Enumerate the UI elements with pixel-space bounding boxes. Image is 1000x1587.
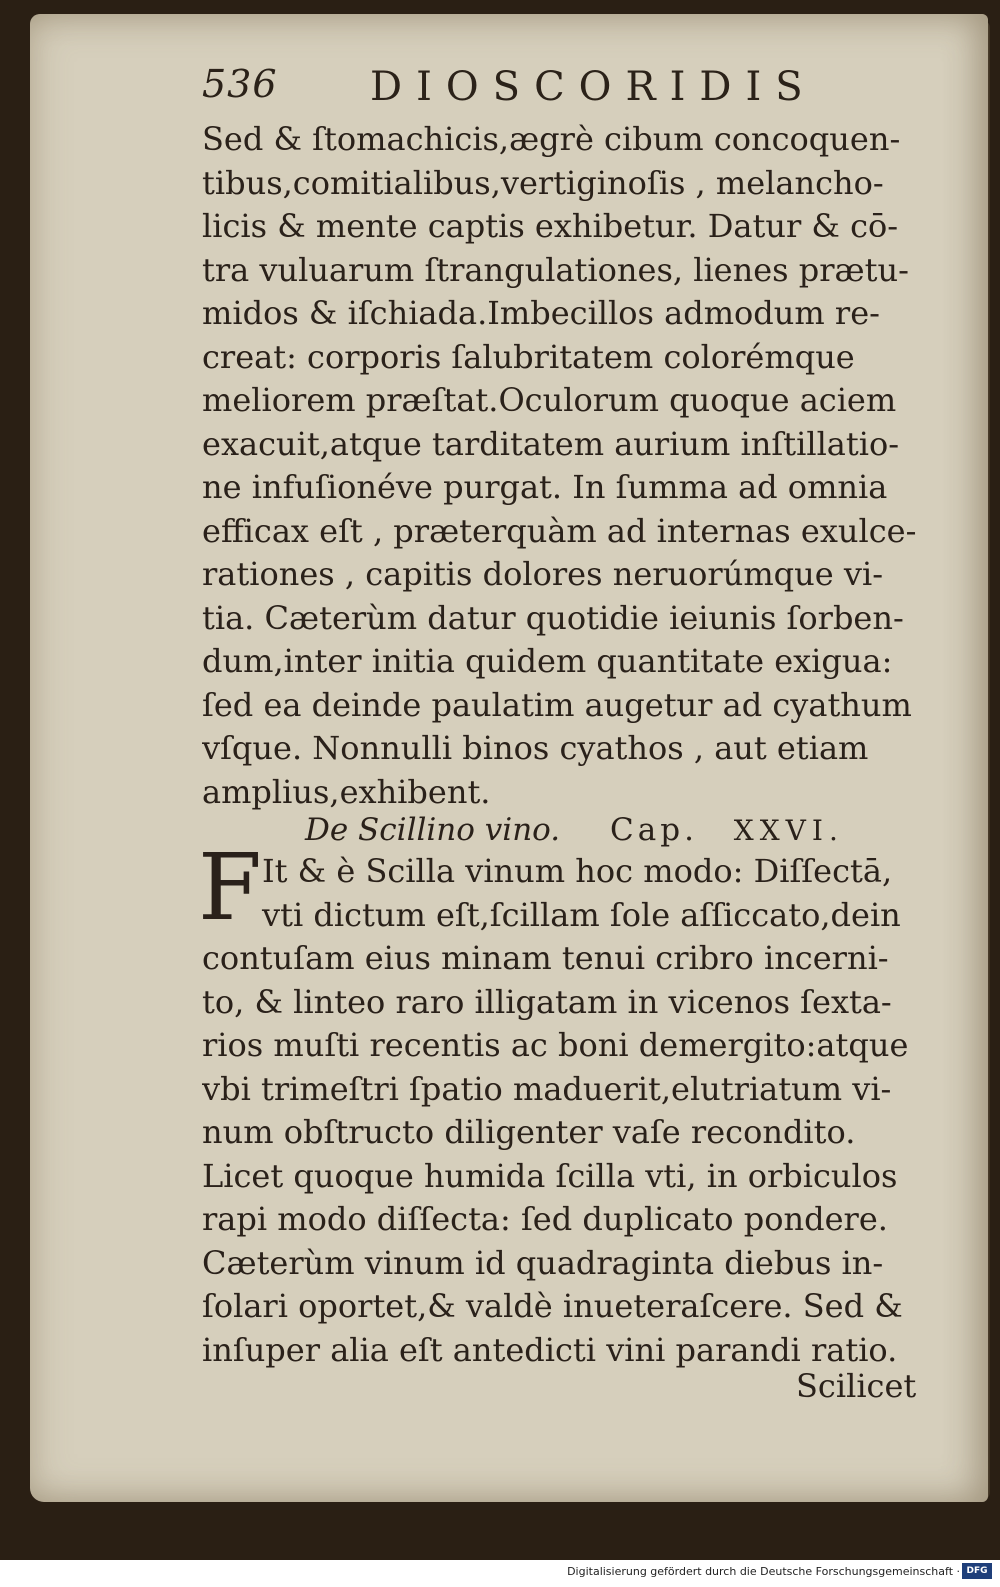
text-line: vbi trimeſtri ſpatio maduerit,elutriatum vi- xyxy=(202,1069,892,1108)
text-line: to, & linteo raro illigatam in vicenos ſexta- xyxy=(202,982,892,1021)
funding-credit: Digitalisierung gefördert durch die Deutsche Forschungsgemeinschaft · xyxy=(567,1565,960,1578)
body-text xyxy=(202,118,918,814)
text-line: creat: corporis ſalubritatem colorémque xyxy=(202,337,855,376)
text-line: efficax eſt , præterquàm ad internas exulce- xyxy=(202,511,917,550)
text-line: rationes , capitis dolores neruorúmque vi- xyxy=(202,555,883,593)
chapter-text xyxy=(202,850,918,1372)
drop-cap: F xyxy=(198,834,262,941)
text-line: meliorem præſtat.Oculorum quoque aciem xyxy=(202,381,897,419)
text-line: rapi modo diſſecta: ſed duplicato pondere. xyxy=(202,1200,888,1238)
text-line: tra vuluarum ſtrangulationes, lienes prætu- xyxy=(202,250,909,289)
text-line: tia. Cæterùm datur quotidie ieiunis ſorben- xyxy=(202,598,904,637)
text-line: num obſtructo diligenter vaſe recondito. xyxy=(202,1113,856,1151)
page-header xyxy=(202,62,842,114)
chapter-number: XXVI. xyxy=(733,814,844,847)
text-line: midos & iſchiada.Imbecillos admodum re- xyxy=(202,294,880,332)
text-line: exacuit,atque tarditatem aurium inſtillatio- xyxy=(202,424,900,463)
text-line: contuſam eius minam tenui cribro incerni- xyxy=(202,939,889,977)
text-line: Licet quoque humida ſcilla vti, in orbiculos xyxy=(202,1156,898,1195)
text-line: rios muſti recentis ac boni demergito:atque xyxy=(202,1026,909,1064)
text-line: ſolari oportet,& valdè inueteraſcere. Sed & xyxy=(202,1287,903,1325)
text-line: tibus,comitialibus,vertiginoſis , melancho- xyxy=(202,163,884,202)
text-line: amplius,exhibent. xyxy=(202,772,491,811)
running-head: DIOSCORIDIS xyxy=(370,64,817,110)
text-line: licis & mente captis exhibetur. Datur & cō- xyxy=(202,207,899,245)
text-line: inſuper alia eſt antedicti vini parandi ratio. xyxy=(202,1330,898,1369)
text-line: ne infuſionéve purgat. In ſumma ad omnia xyxy=(202,468,888,506)
text-line: dum,inter initia quidem quantitate exigua: xyxy=(202,642,893,680)
catchword: Scilicet xyxy=(796,1367,917,1405)
chapter-cap-label: Cap. xyxy=(610,812,698,848)
chapter-title: De Scillino vino. xyxy=(305,812,561,848)
text-line: It & è Scilla vinum hoc modo: Diſſectā, xyxy=(262,852,893,890)
text-line: ſed ea deinde paulatim augetur ad cyathum xyxy=(202,685,912,724)
chapter-heading xyxy=(305,808,844,852)
text-line: Sed & ſtomachicis,ægrè cibum concoquen- xyxy=(202,120,901,158)
text-line: vſque. Nonnulli binos cyathos , aut etiam xyxy=(202,729,869,767)
text-line: vti dictum eſt,ſcillam ſole aſſiccato,dein xyxy=(262,895,901,934)
page-number: 536 xyxy=(202,62,278,106)
dfg-logo[interactable]: DFG xyxy=(962,1563,992,1579)
text-line: Cæterùm vinum id quadraginta diebus in- xyxy=(202,1243,884,1282)
